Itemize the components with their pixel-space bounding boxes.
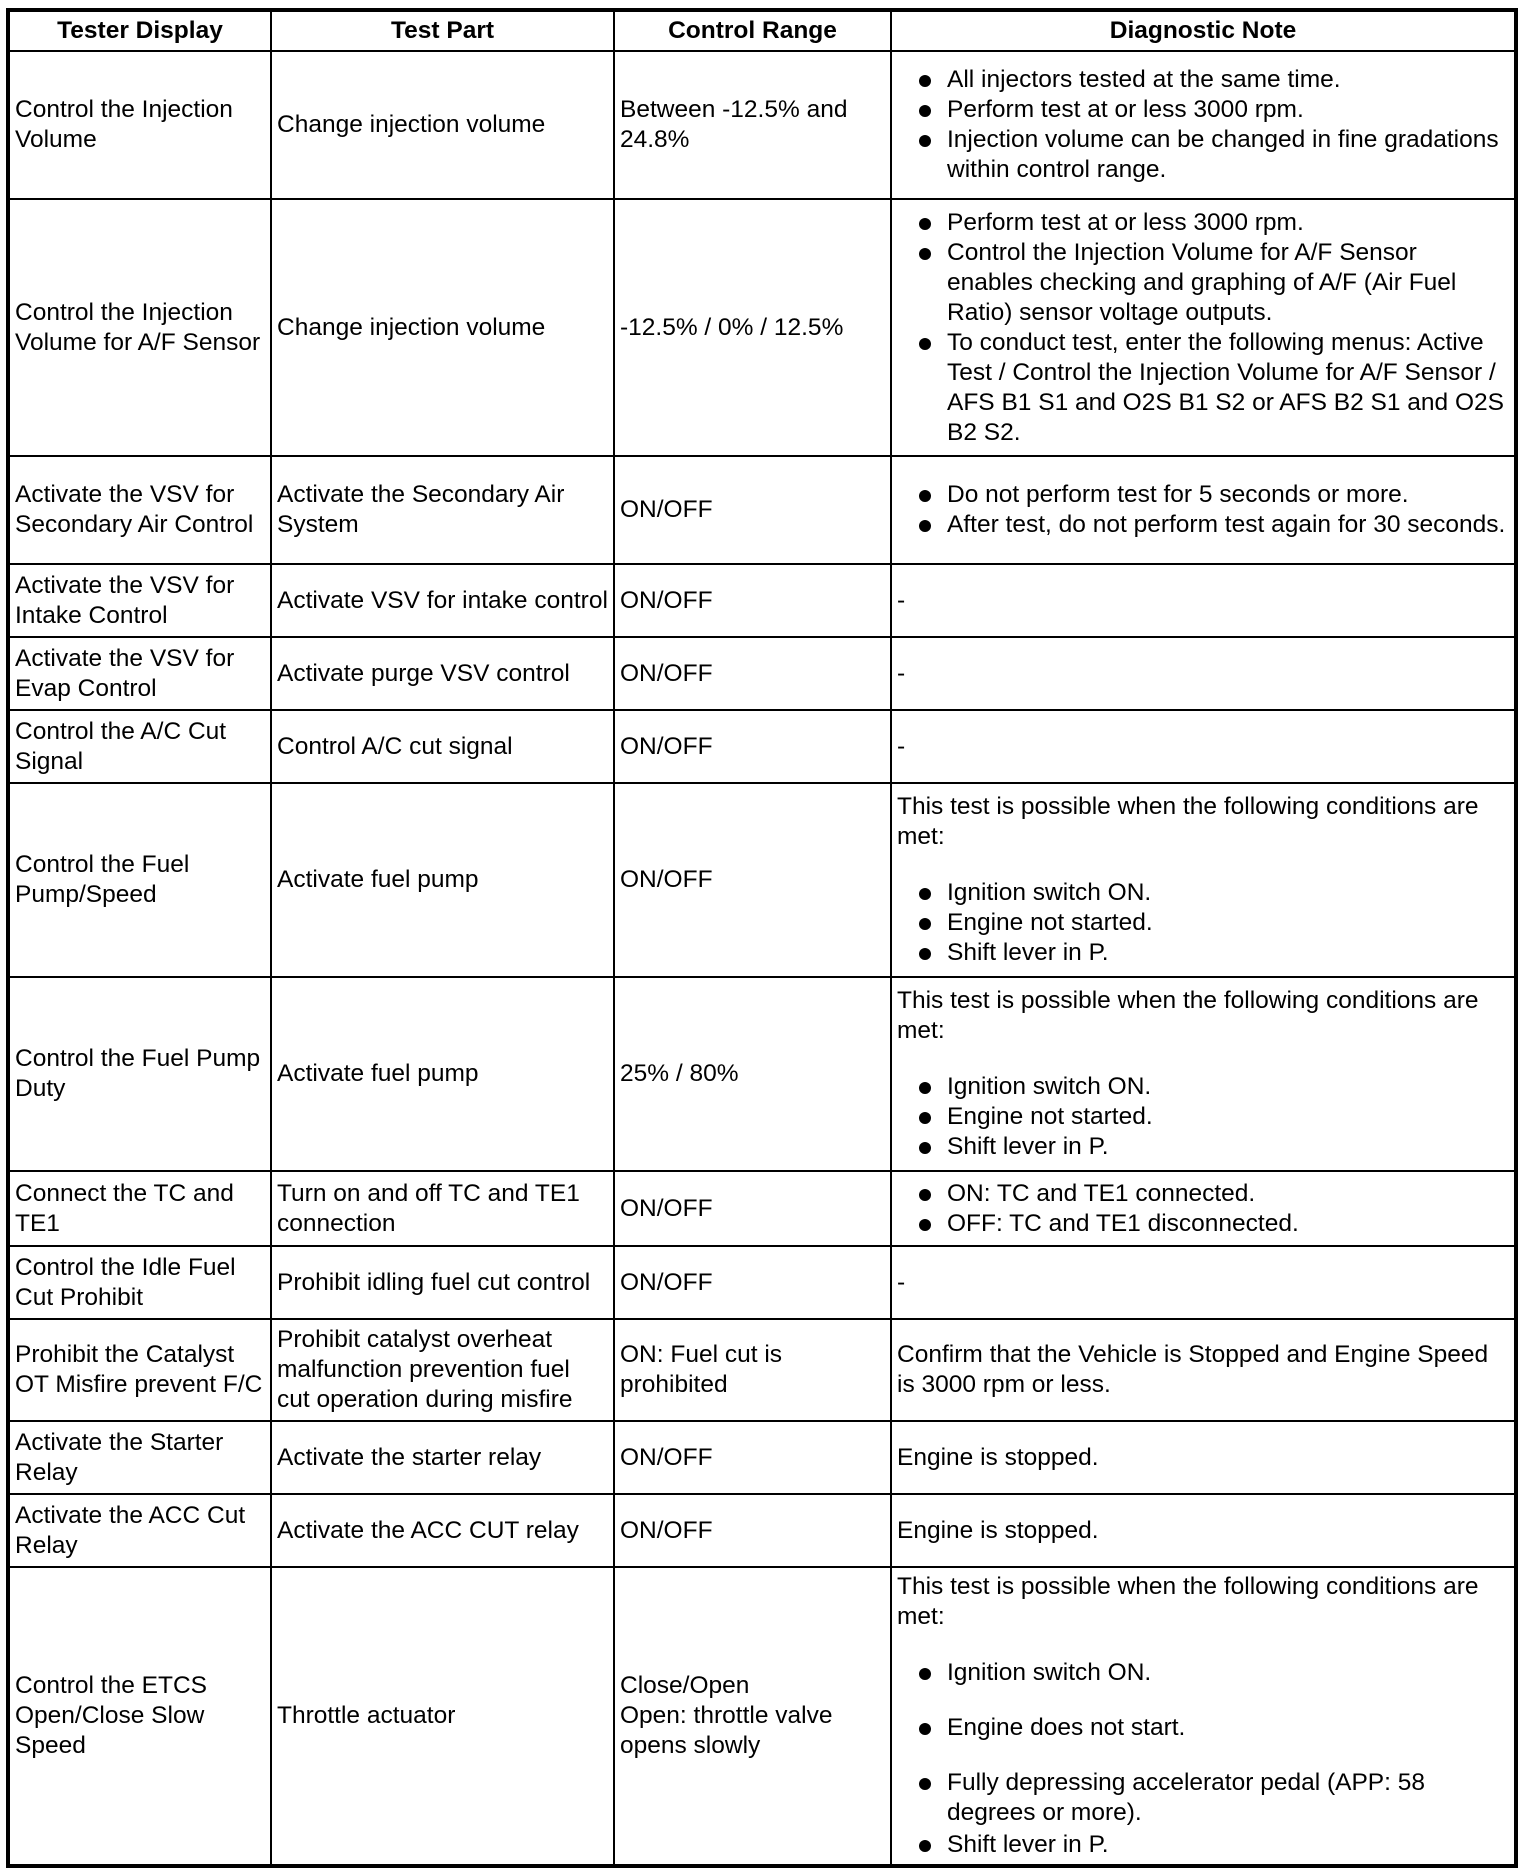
tester-display-cell: Control the Fuel Pump/Speed (8, 783, 271, 977)
control-range-line: Close/Open (620, 1672, 750, 1699)
table-row (8, 710, 1516, 783)
tester-display-cell: Control the Idle Fuel Cut Prohibit (8, 1246, 271, 1319)
note-bullet: ON: TC and TE1 connected. (897, 1179, 1509, 1209)
note-bullet: After test, do not perform test again for 30 seconds. (897, 510, 1509, 540)
test-part-cell: Activate fuel pump (271, 977, 614, 1171)
diagnostic-note-cell: Engine is stopped. (891, 1421, 1516, 1494)
test-part-cell: Activate the ACC CUT relay (271, 1494, 614, 1567)
note-bullet: Ignition switch ON. (897, 1658, 1509, 1688)
table-row (8, 1171, 1516, 1246)
test-part-cell: Control A/C cut signal (271, 710, 614, 783)
test-part-cell: Activate VSV for intake control (271, 564, 614, 637)
test-part-cell: Activate the starter relay (271, 1421, 614, 1494)
table-row (8, 456, 1516, 564)
control-range-cell: -12.5% / 0% / 12.5% (614, 199, 891, 456)
control-range-cell: ON/OFF (614, 456, 891, 564)
header-control-range: Control Range (614, 10, 891, 51)
test-part-cell: Turn on and off TC and TE1 connection (271, 1171, 614, 1246)
control-range-cell (614, 1567, 891, 1866)
control-range-cell: ON/OFF (614, 1421, 891, 1494)
control-range-cell: ON/OFF (614, 1494, 891, 1567)
table-row (8, 977, 1516, 1171)
note-bullet: Perform test at or less 3000 rpm. (897, 95, 1509, 125)
note-bullet: Engine not started. (897, 908, 1509, 938)
note-bullet-list (897, 480, 1509, 540)
table-row (8, 1421, 1516, 1494)
note-bullet: Engine does not start. (897, 1713, 1509, 1743)
diagnostic-note-cell (891, 199, 1516, 456)
control-range-cell: 25% / 80% (614, 977, 891, 1171)
tester-display-cell: Control the ETCS Open/Close Slow Speed (8, 1567, 271, 1866)
table-row (8, 564, 1516, 637)
tester-display-cell: Control the Injection Volume (8, 51, 271, 199)
control-range-cell: ON/OFF (614, 1246, 891, 1319)
note-bullet-list (897, 1179, 1509, 1239)
tester-display-cell: Activate the VSV for Intake Control (8, 564, 271, 637)
note-bullet: Fully depressing accelerator pedal (APP: 58 degrees or more). (897, 1768, 1509, 1828)
diagnostic-note-cell: - (891, 1246, 1516, 1319)
test-part-cell: Activate the Secondary Air System (271, 456, 614, 564)
tester-display-cell: Connect the TC and TE1 (8, 1171, 271, 1246)
header-row (8, 10, 1516, 51)
diagnostic-note-cell: - (891, 564, 1516, 637)
note-bullet: Engine not started. (897, 1102, 1509, 1132)
control-range-line: Open: throttle valve opens slowly (620, 1702, 833, 1759)
control-range-cell: ON/OFF (614, 783, 891, 977)
tester-display-cell: Control the Fuel Pump Duty (8, 977, 271, 1171)
table-row (8, 1319, 1516, 1421)
control-range-cell: ON/OFF (614, 564, 891, 637)
diagnostic-note-cell (891, 783, 1516, 977)
test-part-cell: Prohibit idling fuel cut control (271, 1246, 614, 1319)
diagnostic-note-cell: Engine is stopped. (891, 1494, 1516, 1567)
table-row (8, 637, 1516, 710)
diagnostic-note-cell (891, 1567, 1516, 1866)
active-test-table (6, 8, 1518, 1868)
diagnostic-note-cell: - (891, 710, 1516, 783)
test-part-cell: Activate purge VSV control (271, 637, 614, 710)
note-bullet: OFF: TC and TE1 disconnected. (897, 1209, 1509, 1239)
note-bullet: Shift lever in P. (897, 1830, 1509, 1860)
note-bullet: Shift lever in P. (897, 938, 1509, 968)
tester-display-cell: Control the A/C Cut Signal (8, 710, 271, 783)
tester-display-cell: Prohibit the Catalyst OT Misfire prevent F/C (8, 1319, 271, 1421)
note-bullet: Ignition switch ON. (897, 1072, 1509, 1102)
note-intro: This test is possible when the following conditions are met: (897, 793, 1479, 850)
diagnostic-note-cell: Confirm that the Vehicle is Stopped and Engine Speed is 3000 rpm or less. (891, 1319, 1516, 1421)
diagnostic-note-cell: - (891, 637, 1516, 710)
note-bullet: Shift lever in P. (897, 1132, 1509, 1162)
table-row (8, 1494, 1516, 1567)
tester-display-cell: Activate the VSV for Evap Control (8, 637, 271, 710)
note-bullet: Injection volume can be changed in fine gradations within control range. (897, 125, 1509, 185)
control-range-cell: Between -12.5% and 24.8% (614, 51, 891, 199)
control-range-cell: ON: Fuel cut is prohibited (614, 1319, 891, 1421)
diagnostic-note-cell (891, 51, 1516, 199)
tester-display-cell: Activate the VSV for Secondary Air Control (8, 456, 271, 564)
test-part-cell: Prohibit catalyst overheat malfunction prevention fuel cut operation during misfire (271, 1319, 614, 1421)
header-diagnostic-note: Diagnostic Note (891, 10, 1516, 51)
test-part-cell: Change injection volume (271, 51, 614, 199)
control-range-cell: ON/OFF (614, 637, 891, 710)
tester-display-cell: Activate the ACC Cut Relay (8, 1494, 271, 1567)
table-row (8, 1567, 1516, 1866)
table-row (8, 199, 1516, 456)
note-bullet: Do not perform test for 5 seconds or more. (897, 480, 1509, 510)
note-bullet-list (897, 1072, 1509, 1162)
test-part-cell: Activate fuel pump (271, 783, 614, 977)
test-part-cell: Change injection volume (271, 199, 614, 456)
diagnostic-note-cell (891, 977, 1516, 1171)
note-bullet-list (897, 65, 1509, 185)
note-bullet-list (897, 1658, 1509, 1860)
note-bullet: Perform test at or less 3000 rpm. (897, 208, 1509, 238)
control-range-cell: ON/OFF (614, 1171, 891, 1246)
control-range-cell: ON/OFF (614, 710, 891, 783)
note-bullet-list (897, 878, 1509, 968)
note-intro: This test is possible when the following conditions are met: (897, 1573, 1479, 1630)
note-bullet: Ignition switch ON. (897, 878, 1509, 908)
tester-display-cell: Activate the Starter Relay (8, 1421, 271, 1494)
note-bullet: To conduct test, enter the following menus: Active Test / Control the Injection Volume for A/F Sensor / AFS B1 S1 and O2S B1 S2 or AFS B2 S1 and O2S B2 S2. (897, 328, 1509, 448)
header-test-part: Test Part (271, 10, 614, 51)
table-row (8, 51, 1516, 199)
table-row (8, 1246, 1516, 1319)
tester-display-cell: Control the Injection Volume for A/F Sensor (8, 199, 271, 456)
diagnostic-note-cell (891, 1171, 1516, 1246)
header-tester-display: Tester Display (8, 10, 271, 51)
note-bullet: All injectors tested at the same time. (897, 65, 1509, 95)
note-intro: This test is possible when the following conditions are met: (897, 987, 1479, 1044)
diagnostic-note-cell (891, 456, 1516, 564)
note-bullet: Control the Injection Volume for A/F Sensor enables checking and graphing of A/F (Air Fuel Ratio) sensor voltage outputs. (897, 238, 1509, 328)
table-row (8, 783, 1516, 977)
note-bullet-list (897, 208, 1509, 448)
test-part-cell: Throttle actuator (271, 1567, 614, 1866)
